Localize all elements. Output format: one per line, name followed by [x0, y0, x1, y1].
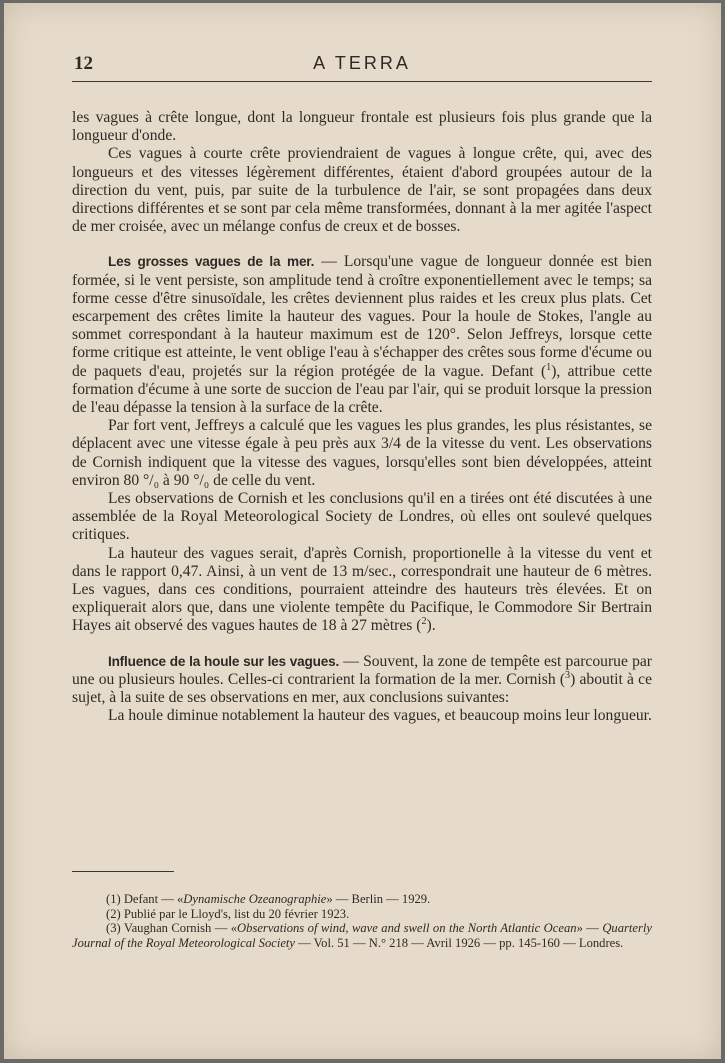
footnote-title: Observations of wind, wave and swell on the North Atlantic Ocean [237, 921, 577, 936]
book-page [4, 3, 721, 1059]
footnote-ref[interactable]: 1 [546, 361, 552, 373]
paragraph-hauteur [72, 545, 652, 636]
section-heading: Influence de la houle sur les vagues. [108, 653, 340, 669]
section-text: ) aboutit à ce sujet, à la suite de ses observations en mer, aux conclusions suivantes: [72, 670, 652, 707]
footnote-mark: (1) [106, 892, 121, 906]
running-title: A TERRA [313, 53, 411, 73]
footnotes [72, 892, 652, 950]
footnote-mark: (3) [106, 921, 121, 936]
footnote-text: » — Berlin — 1929. [326, 892, 431, 906]
footnote-mark: (2) [106, 906, 121, 921]
body-text [72, 109, 652, 726]
paragraph-text: La hauteur des vagues serait, d'après Cornish, proportionelle à la vitesse du vent et dans le rapport 0,47. Ainsi, à un vent de 13 m/sec., correspondrait une hauteur de 6 mètres. Les vagues, dans ces conditions, pourraient atteindre des hauteurs très élevées. Et on expliquerait alors que, dans une violente tempête du Pacifique, le Commodore Sir Bertrain Hayes ait observé des vagues hautes de 18 à 27 mètres ( [72, 544, 652, 635]
footnote-text: Publié par le Lloyd's, list du 20 février 1923. [120, 906, 350, 921]
footnote-2 [72, 907, 652, 922]
section-text: — Souvent, la zone de tempête est parcourue par une ou plusieurs houles. Celles-ci contrarient la formation de la mer. Cornish ( [72, 652, 652, 688]
page-number: 12 [74, 53, 93, 74]
footnote-text: — Vol. 51 — N.° 218 — Avril 1926 — pp. 145-160 — Londres. [295, 935, 624, 950]
section-text: — Lorsqu'une vague de longueur donnée est bien formée, si le vent persiste, son amplitude tend à croître exponentiellement avec le temps; sa forme cesse d'être sinusoïdale, les crêtes deviennent plus raides et les creux plus plats. Cet escarpement des crêtes limite la hauteur des vagues. Pour la houle de Stokes, l'angle au sommet correspondant à la hauteur maximum est de 120°. Selon Jeffreys, lorsque cette forme critique est atteinte, le vent oblige l'eau à s'échapper des crêtes sous forme d'écume ou de paquets d'eau, projetés sur la région protégée de la vague. Defant ( [72, 253, 652, 380]
section-paragraph-grosses-vagues [72, 253, 652, 417]
footnote-title: Dynamische Ozeanographie [183, 892, 327, 906]
footnote-text: » — [576, 921, 603, 936]
section-heading: Les grosses vagues de la mer. [108, 254, 315, 270]
footnote-journal: Quarterly Journal of the Royal Meteorological Society [72, 921, 652, 950]
footnote-text: Defant — « [120, 892, 184, 906]
section-text: ), attribue cette formation d'écume à une sorte de succion de l'eau par l'air, qui se produit lorsque la pression de l'eau dépasse la tension à la surface de la crête. [72, 362, 652, 417]
footnote-ref[interactable]: 3 [565, 669, 571, 681]
paragraph: La houle diminue notablement la hauteur des vagues, et beaucoup moins leur longueur. [108, 707, 652, 725]
footnote-1 [72, 892, 652, 907]
page-header [72, 51, 652, 82]
footnote-divider [72, 871, 174, 872]
footnote-3 [72, 921, 652, 950]
paragraph: Les observations de Cornish et les conclusions qu'il en a tirées ont été discutées à une assemblée de la Royal Meteorological Society de Londres, où elles ont soulevé quelques critiques. [72, 490, 652, 544]
paragraph-text: ). [426, 617, 436, 635]
footnote-text: Vaughan Cornish — « [120, 921, 238, 936]
paragraph: Par fort vent, Jeffreys a calculé que les vagues les plus grandes, les plus résistantes, se déplacent avec une vitesse égale à peu près aux 3/4 de la vitesse du vent. Les observations de Cornish indiquent que la vitesse des vagues, lorsqu'elles sont bien développées, atteint environ 80 °/₀ à 90 °/₀ de celle du vent. [72, 417, 652, 489]
section-paragraph-influence-houle [72, 653, 652, 708]
paragraph: les vagues à crête longue, dont la longueur frontale est plusieurs fois plus grande que la longueur d'onde. [72, 109, 652, 145]
paragraph: Ces vagues à courte crête proviendraient de vagues à longue crête, qui, avec des longueurs et des vitesses légèrement différentes, étaient d'abord groupées autour de la direction du vent, puis, par suite de la turbulence de l'air, se sont propagées dans deux directions différentes et se sont par cela même transformées, donnant à la mer agitée l'aspect de mer croisée, avec un mélange confus de creux et de bosses. [72, 145, 652, 236]
footnote-ref[interactable]: 2 [421, 616, 427, 628]
